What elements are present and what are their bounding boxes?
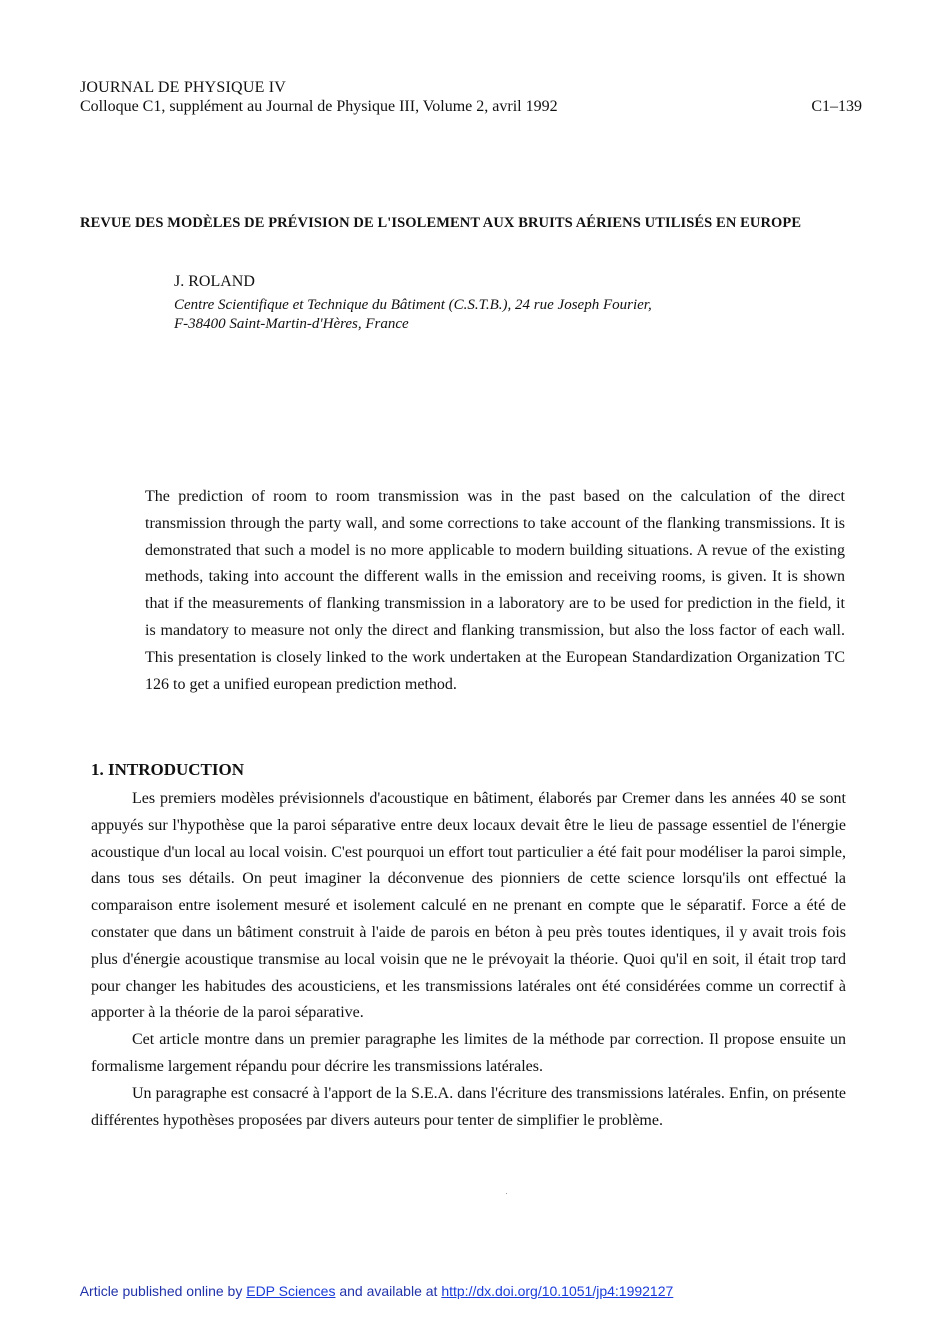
abstract: The prediction of room to room transmission was in the past based on the calculation of the direct transmission through the party wall, and some corrections to take account of the flanking transmissions. It is demonstrated that such a model is no more applicable to modern building situations. A revue of the existing methods, taking into account the different walls in the emission and receiving rooms, is given. It is shown that if the measurements of flanking transmission in a laboratory are to be used for prediction in the field, it is mandatory to measure not only the direct and flanking transmission, but also the loss factor of each wall. This presentation is closely linked to the work undertaken at the European Standardization Organization TC 126 to get a unified european prediction method. [145, 488, 845, 693]
footer-prefix: Article published online by [79, 1283, 247, 1299]
page-number: C1–139 [811, 98, 862, 115]
scan-speck [506, 1193, 507, 1194]
journal-name: JOURNAL DE PHYSIQUE IV [80, 79, 287, 96]
affiliation-line-2: F-38400 Saint-Martin-d'Hères, France [174, 316, 409, 332]
page-header [80, 78, 870, 117]
paragraph: Un paragraphe est consacré à l'apport de la S.E.A. dans l'écriture des transmissions latérales. Enfin, on présente différentes hypothèses proposées par divers auteurs pour tenter de simplifier le problème. [91, 1084, 846, 1129]
colloque-row [80, 97, 870, 117]
footer-middle: and available at [335, 1283, 442, 1299]
colloque-info: Colloque C1, supplément au Journal de Physique III, Volume 2, avril 1992 [80, 98, 558, 115]
article-title: REVUE DES MODÈLES DE PRÉVISION DE L'ISOLEMENT AUX BRUITS AÉRIENS UTILISÉS EN EUROPE [80, 215, 802, 231]
introduction-section [91, 760, 846, 1134]
paragraph: Cet article montre dans un premier paragraphe les limites de la méthode par correction. Il propose ensuite un formalisme largement répandu pour décrire les transmissions latérales. [91, 1031, 846, 1075]
paragraph: Les premiers modèles prévisionnels d'acoustique en bâtiment, élaborés par Cremer dans les années 40 se sont appuyés sur l'hypothèse que la paroi séparative entre deux locaux devait être le lieu de passage essentiel de l'énergie acoustique d'un local au local voisin. C'est pourquoi un effort tout particulier a été fait pour modéliser la paroi simple, dans tous ses détails. On peut imaginer la déconvenue des pionniers de cette science lorsqu'ils ont effectué la comparaison entre isolement mesuré et isolement calculé en ne prenant en compte que le séparatif. Force a été de constater que dans un bâtiment construit à l'aide de parois en béton à peu près toutes identiques, il y avait trois fois plus d'énergie acoustique transmise au local voisin que ne le prévoyait la théorie. Quoi qu'il en soit, il était trop tard pour changer les habitudes des acousticiens, et les transmissions latérales ont été considérées comme un correctif à apporter à la théorie de la paroi séparative. [91, 790, 846, 1022]
author-block [174, 272, 854, 334]
edp-sciences-link[interactable]: EDP Sciences [246, 1283, 336, 1299]
section-heading: 1. INTRODUCTION [91, 760, 245, 779]
author-name: J. ROLAND [174, 273, 255, 290]
affiliation-line-1: Centre Scientifique et Technique du Bâtiment (C.S.T.B.), 24 rue Joseph Fourier, [174, 297, 652, 313]
publication-footer [0, 1283, 753, 1299]
doi-link[interactable]: http://dx.doi.org/10.1051/jp4:1992127 [441, 1283, 674, 1299]
